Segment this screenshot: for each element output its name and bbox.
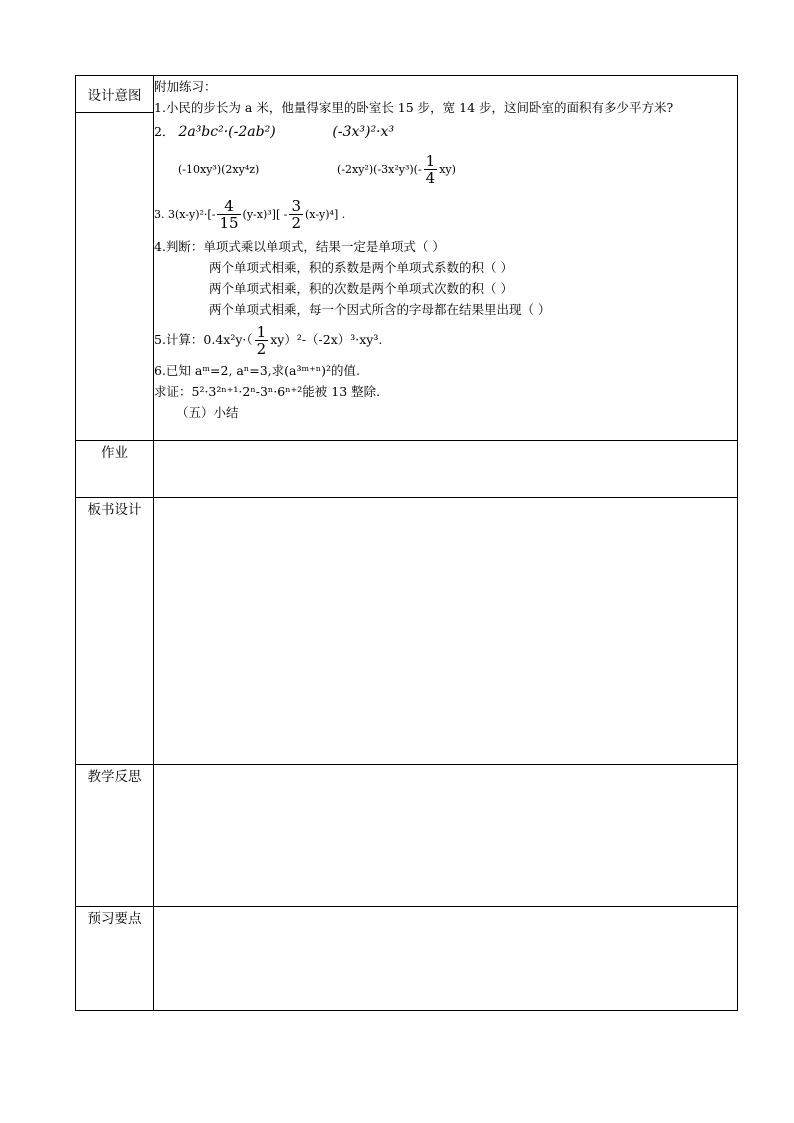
question-4a: 4.判断：单项式乘以单项式，结果一定是单项式（ ） — [154, 239, 445, 254]
question-2c: (-10xy³)(2xy⁴z) — [178, 163, 260, 176]
summary-heading: （五）小结 — [176, 405, 239, 420]
row-homework — [76, 441, 738, 498]
row-preview — [76, 907, 738, 1011]
homework-cell — [154, 441, 738, 498]
label-homework: 作业 — [76, 441, 154, 498]
fraction-four-fifteenths: $\frac{4}{15}$ — [219, 197, 239, 232]
question-5 — [154, 320, 737, 360]
row-design — [76, 76, 738, 441]
question-2a: 2a³bc²·(-2ab²) — [178, 124, 276, 140]
extra-practice-cell — [154, 76, 738, 441]
question-2-row2 — [154, 146, 737, 192]
question-3-mid: (y-x)³][ - — [242, 208, 288, 221]
fraction-one-quarter: $\frac{1}{4}$ — [425, 152, 436, 187]
question-5-post: xy）²-（-2x）³·xy³. — [270, 332, 383, 347]
question-4d: 两个单项式相乘，每一个因式所含的字母都在结果里出现（ ） — [209, 302, 551, 317]
question-3-post: (x-y)⁴] . — [305, 208, 346, 221]
row-board — [76, 498, 738, 765]
question-2d-pre: (-2xy²)(-3x²y³)(- — [336, 163, 422, 176]
question-2d-post: xy) — [439, 163, 456, 176]
question-3 — [154, 192, 737, 236]
label-design — [76, 76, 154, 441]
fraction-three-halves: $\frac{3}{2}$ — [291, 197, 302, 232]
lesson-plan-sheet — [75, 75, 737, 1011]
question-5-pre: 5.计算：0.4x²y·（ — [154, 332, 253, 347]
label-design-text: 设计意图 — [75, 84, 154, 113]
label-board: 板书设计 — [76, 498, 154, 765]
extra-heading: 附加练习： — [154, 79, 217, 94]
label-reflection: 教学反思 — [76, 765, 154, 907]
question-4b: 两个单项式相乘，积的系数是两个单项式系数的积（ ） — [209, 260, 513, 275]
label-preview: 预习要点 — [76, 907, 154, 1011]
question-2b: (-3x³)²·x³ — [332, 124, 395, 140]
question-7: 求证：5²·3²ⁿ⁺¹·2ⁿ-3ⁿ·6ⁿ⁺²能被 13 整除. — [154, 384, 381, 399]
question-1: 1.小民的步长为 a 米，他量得家里的卧室长 15 步，宽 14 步，这间卧室的面积有多少平方米? — [154, 100, 674, 115]
question-3-pre: 3. 3(x-y)²·[- — [154, 208, 216, 221]
question-2-number: 2． — [154, 124, 175, 139]
row-reflection — [76, 765, 738, 907]
preview-cell — [154, 907, 738, 1011]
question-4c: 两个单项式相乘，积的次数是两个单项式次数的积（ ） — [209, 281, 513, 296]
question-2-row1 — [154, 118, 737, 146]
fraction-one-half: $\frac{1}{2}$ — [256, 323, 267, 358]
reflection-cell — [154, 765, 738, 907]
question-6: 6.已知 aᵐ=2, aⁿ=3,求(a³ᵐ⁺ⁿ)²的值. — [154, 363, 361, 378]
lesson-plan-table — [75, 75, 738, 1011]
board-cell — [154, 498, 738, 765]
